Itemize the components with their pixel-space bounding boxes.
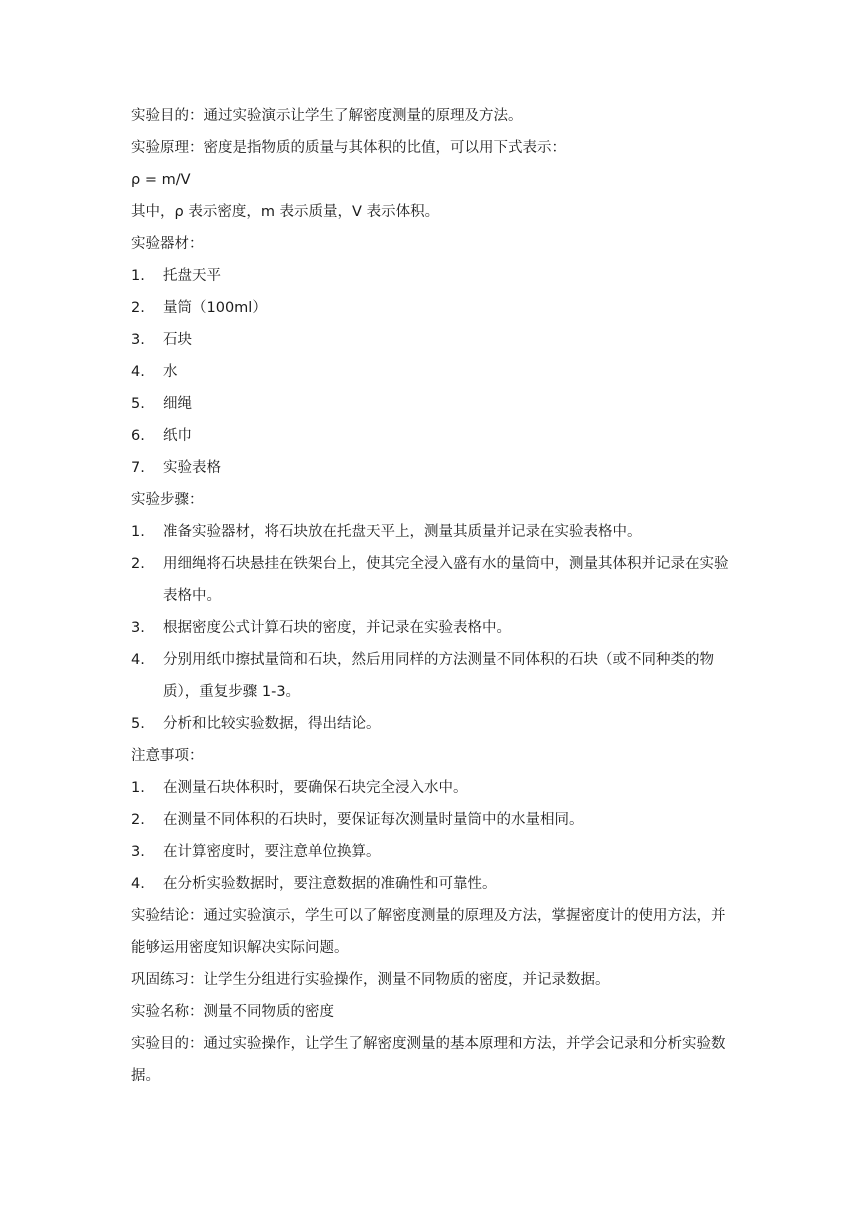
purpose-paragraph-2: 实验目的：通过实验操作，让学生了解密度测量的基本原理和方法，并学会记录和分析实验数据。 [131, 1036, 726, 1084]
practice-paragraph: 巩固练习：让学生分组进行实验操作，测量不同物质的密度，并记录数据。 [131, 972, 610, 988]
steps-list [131, 516, 731, 740]
notes-heading: 注意事项： [131, 748, 204, 764]
list-number: 6. [131, 428, 145, 444]
list-item [131, 708, 731, 740]
list-item [131, 868, 731, 900]
list-number: 1. [131, 268, 145, 284]
list-item [131, 516, 731, 548]
list-item [131, 452, 731, 484]
formula-line: ρ = m/V [131, 172, 191, 188]
materials-heading: 实验器材： [131, 236, 204, 252]
list-number: 3. [131, 332, 145, 348]
list-number: 3. [131, 844, 145, 860]
list-item [131, 260, 731, 292]
list-text: 分析和比较实验数据，得出结论。 [163, 716, 381, 732]
list-number: 2. [131, 812, 145, 828]
list-item [131, 772, 731, 804]
formula-explanation: 其中，ρ 表示密度，m 表示质量，V 表示体积。 [131, 204, 440, 220]
list-text: 在分析实验数据时，要注意数据的准确性和可靠性。 [163, 876, 497, 892]
list-text: 石块 [163, 332, 192, 348]
list-item [131, 612, 731, 644]
list-text: 根据密度公式计算石块的密度，并记录在实验表格中。 [163, 620, 511, 636]
list-number: 4. [131, 876, 145, 892]
list-item [131, 804, 731, 836]
steps-heading: 实验步骤： [131, 492, 204, 508]
list-number: 2. [131, 556, 145, 572]
list-number: 4. [131, 652, 145, 668]
list-item [131, 548, 731, 612]
list-item [131, 388, 731, 420]
purpose-paragraph: 实验目的：通过实验演示让学生了解密度测量的原理及方法。 [131, 108, 523, 124]
list-text: 用细绳将石块悬挂在铁架台上，使其完全浸入盛有水的量筒中，测量其体积并记录在实验表格中。 [163, 556, 729, 604]
list-text: 在测量不同体积的石块时，要保证每次测量时量筒中的水量相同。 [163, 812, 584, 828]
document-body [131, 100, 731, 1092]
list-number: 5. [131, 716, 145, 732]
list-text: 在计算密度时，要注意单位换算。 [163, 844, 381, 860]
list-text: 细绳 [163, 396, 192, 412]
experiment-name: 实验名称：测量不同物质的密度 [131, 1004, 334, 1020]
notes-list [131, 772, 731, 900]
list-text: 在测量石块体积时，要确保石块完全浸入水中。 [163, 780, 468, 796]
list-item [131, 836, 731, 868]
list-text: 实验表格 [163, 460, 221, 476]
list-number: 4. [131, 364, 145, 380]
list-number: 7. [131, 460, 145, 476]
principle-paragraph: 实验原理：密度是指物质的质量与其体积的比值，可以用下式表示： [131, 140, 566, 156]
list-number: 3. [131, 620, 145, 636]
list-number: 2. [131, 300, 145, 316]
list-item [131, 292, 731, 324]
list-item [131, 356, 731, 388]
list-text: 准备实验器材，将石块放在托盘天平上，测量其质量并记录在实验表格中。 [163, 524, 642, 540]
list-number: 1. [131, 524, 145, 540]
list-text: 纸巾 [163, 428, 192, 444]
list-text: 水 [163, 364, 178, 380]
list-number: 5. [131, 396, 145, 412]
list-item [131, 420, 731, 452]
list-number: 1. [131, 780, 145, 796]
conclusion-paragraph: 实验结论：通过实验演示，学生可以了解密度测量的原理及方法，掌握密度计的使用方法，并能够运用密度知识解决实际问题。 [131, 908, 726, 956]
materials-list [131, 260, 731, 484]
list-item [131, 324, 731, 356]
list-text: 分别用纸巾擦拭量筒和石块，然后用同样的方法测量不同体积的石块（或不同种类的物质），重复步骤 1-3。 [163, 652, 714, 700]
list-text: 量筒（100ml） [163, 300, 267, 316]
list-item [131, 644, 731, 708]
list-text: 托盘天平 [163, 268, 221, 284]
